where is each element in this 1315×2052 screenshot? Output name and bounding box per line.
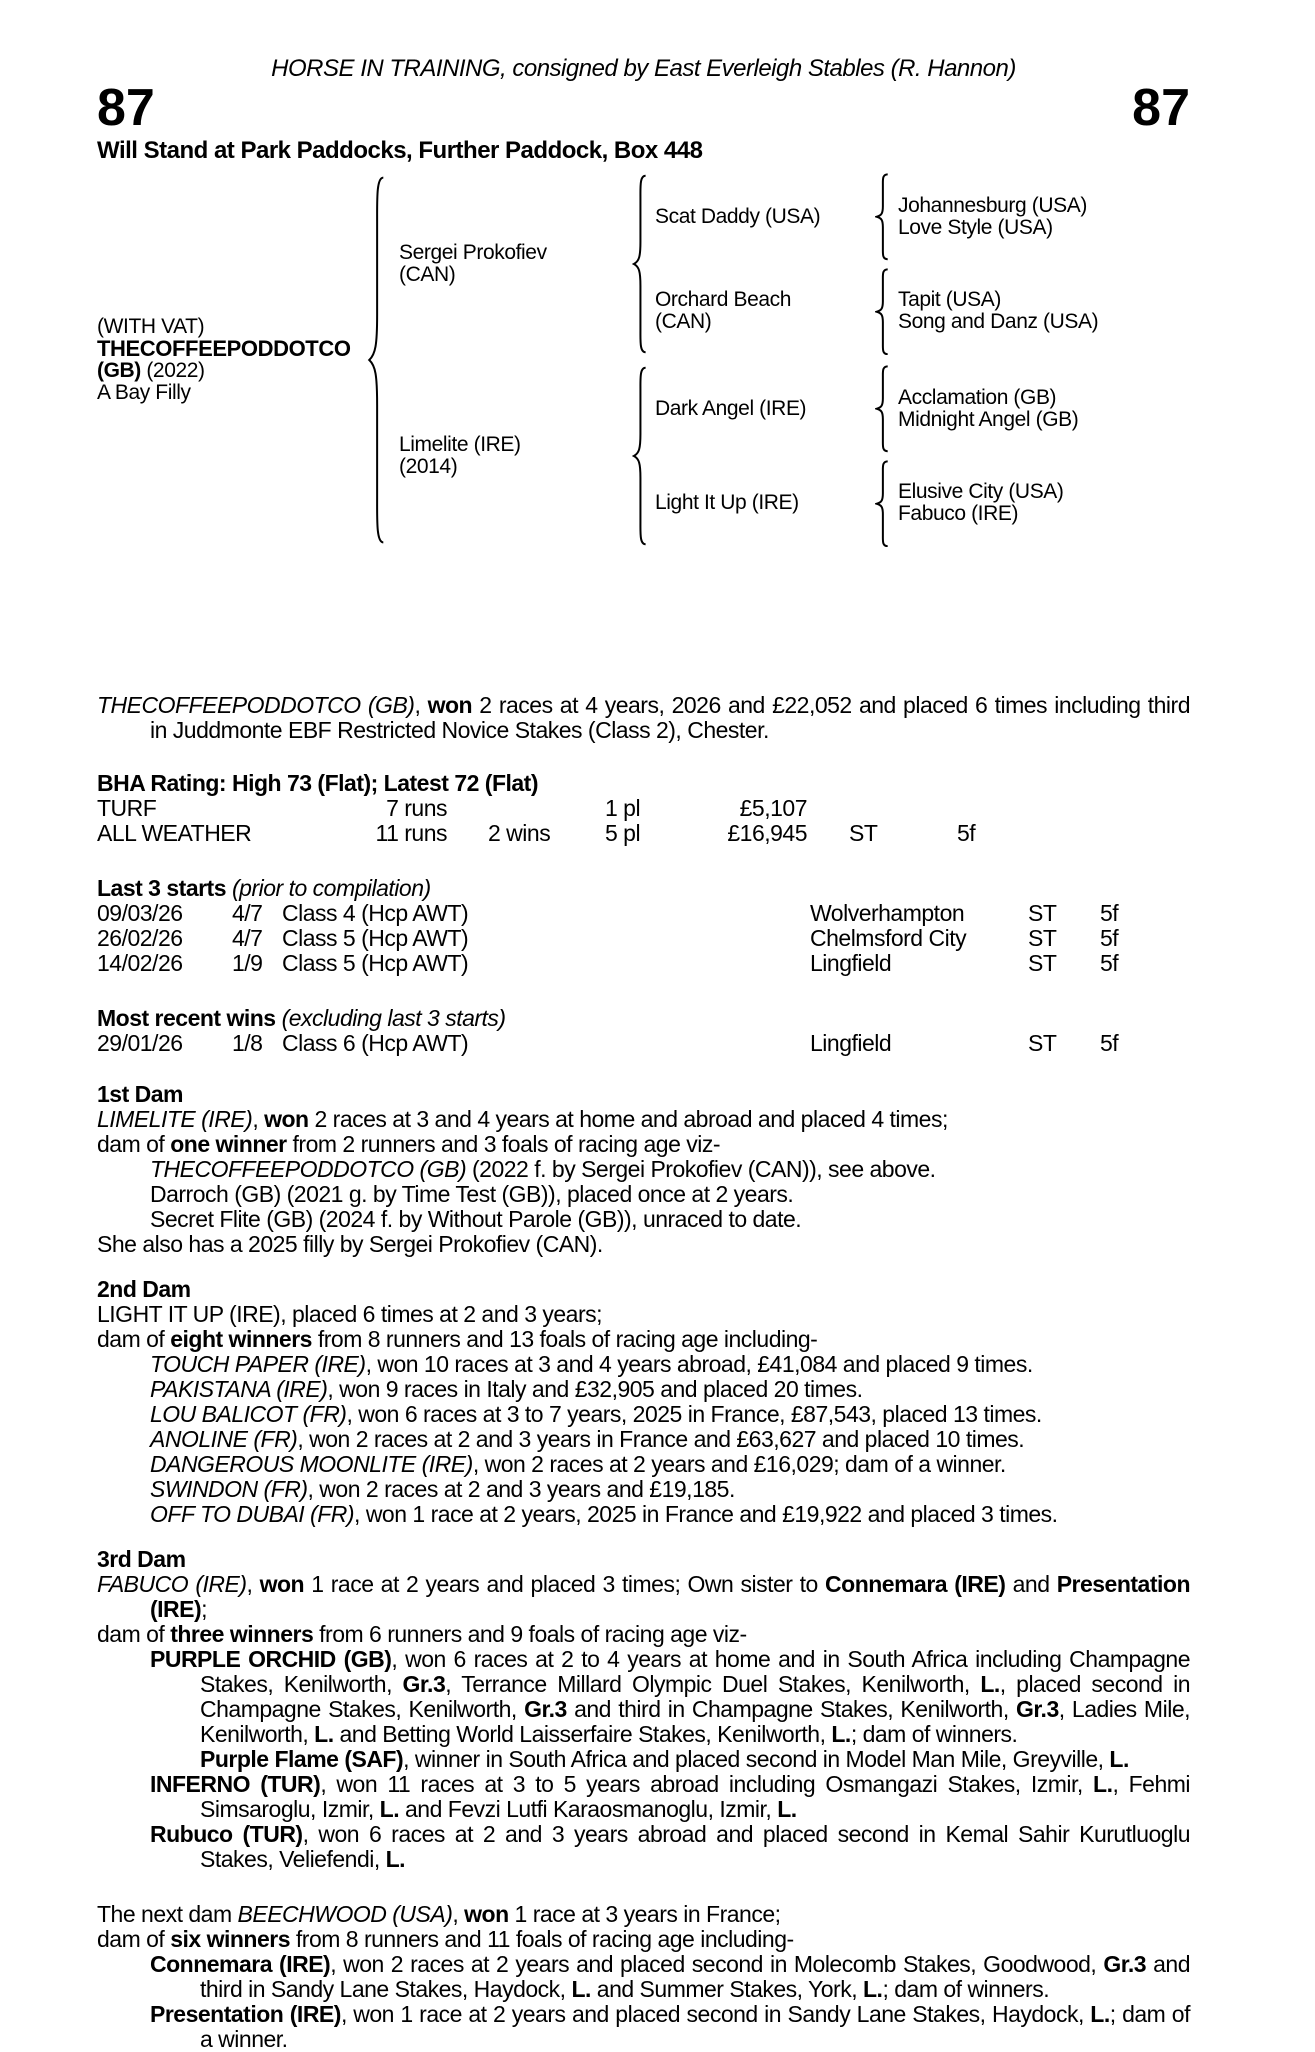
runs-value: 7 runs xyxy=(386,795,447,821)
sire-sire-dam-name: Love Style (USA) xyxy=(898,215,1053,239)
sire-sire-sire-name: Johannesburg (USA) xyxy=(898,193,1087,217)
surface-label: ALL WEATHER xyxy=(97,820,252,846)
dam-name: Limelite (IRE) (2014) xyxy=(399,433,521,478)
produce-entry: Connemara (IRE), won 2 races at 2 years and placed second in Molecomb Stakes, Goodwood, Gr.3 and third in Sandy Lane Stakes, Haydock, L. and Summer Stakes, York, L.; dam of winners. xyxy=(150,1951,1190,2002)
produce-entry: OFF TO DUBAI (FR), won 1 race at 2 years, 2025 in France and £19,922 and placed 3 times. xyxy=(150,1501,1058,1527)
bha-rating: BHA Rating: High 73 (Flat); Latest 72 (Flat) xyxy=(97,770,538,796)
pedigree-table xyxy=(97,172,1190,548)
race-going: ST xyxy=(1028,925,1057,951)
race-class: Class 5 (Hcp AWT) xyxy=(282,950,469,976)
earnings-value: £16,945 xyxy=(727,820,807,846)
sire-dam-branch xyxy=(655,267,1190,357)
dam-branch xyxy=(399,364,1190,548)
race-distance: 5f xyxy=(1100,1030,1119,1056)
heading-note: (prior to compilation) xyxy=(232,875,431,901)
heading-note: (excluding last 3 starts) xyxy=(281,1005,506,1031)
dam-dam-sire-name: Elusive City (USA) xyxy=(898,480,1064,504)
sire-name: Sergei Prokofiev (CAN) xyxy=(399,241,547,286)
dam-produce-intro: dam of one winner from 2 runners and 3 foals of racing age viz- xyxy=(97,1131,721,1157)
start-row xyxy=(97,901,1190,926)
recent-wins-heading xyxy=(97,1006,1190,1031)
race-date: 29/01/26 xyxy=(97,1030,183,1056)
race-class: Class 6 (Hcp AWT) xyxy=(282,1030,469,1056)
sire-sire-name: Scat Daddy (USA) xyxy=(655,204,821,228)
dam-sire-dam-name: Midnight Angel (GB) xyxy=(898,407,1079,431)
pedigree-bracket-icon xyxy=(632,173,647,355)
race-record-row-turf xyxy=(97,796,1190,821)
pedigree-subject xyxy=(97,316,367,404)
lot-number-row xyxy=(97,79,1190,137)
lot-number-left: 87 xyxy=(97,79,155,137)
sire-sire-branch xyxy=(655,172,1190,262)
dam-note: She also has a 2025 filly by Sergei Prokofiev (CAN). xyxy=(97,1231,603,1257)
distance-value: 5f xyxy=(957,820,976,846)
start-row xyxy=(97,926,1190,951)
dam-record: LIMELITE (IRE), won 2 races at 3 and 4 years at home and abroad and placed 4 times; xyxy=(97,1106,948,1132)
going-value: ST xyxy=(849,820,878,846)
produce-sub-entry: Purple Flame (SAF), winner in South Africa and placed second in Model Man Mile, Greyville, L. xyxy=(200,1746,1129,1772)
third-dam-heading: 3rd Dam xyxy=(97,1546,186,1572)
race-date: 09/03/26 xyxy=(97,900,183,926)
race-class: Class 4 (Hcp AWT) xyxy=(282,900,469,926)
produce-entry: PURPLE ORCHID (GB), won 6 races at 2 to 4 years at home and in South Africa including Champagne Stakes, Kenilworth, Gr.3, Terrance Millard Olympic Duel Stakes, Kenilworth, L., placed second in Champagne Stakes, Kenilworth, Gr.3 and third in Champagne Stakes, Kenilworth, Gr.3, Ladies Mile, Kenilworth, L. and Betting World Laisserfaire Stakes, Kenilworth, L.; dam of winners. xyxy=(150,1646,1191,1747)
produce-entry: DANGEROUS MOONLITE (IRE), won 2 races at 2 years and £16,029; dam of a winner. xyxy=(150,1451,1006,1477)
first-dam-heading: 1st Dam xyxy=(97,1081,183,1107)
dam-sire-sire-name: Acclamation (GB) xyxy=(898,385,1057,409)
start-row xyxy=(97,951,1190,976)
win-row xyxy=(97,1031,1190,1056)
subject-sex-desc: A Bay Filly xyxy=(97,381,191,404)
pedigree-bracket-icon xyxy=(875,173,889,261)
dam-produce-intro: dam of three winners from 6 runners and 9 foals of racing age viz- xyxy=(97,1621,747,1647)
produce-entry: LOU BALICOT (FR), won 6 races at 3 to 7 years, 2025 in France, £87,543, placed 13 times. xyxy=(150,1401,1042,1427)
race-going: ST xyxy=(1028,1030,1057,1056)
subject-name: THECOFFEEPODDOTCO xyxy=(97,336,351,361)
places-value: 1 pl xyxy=(605,795,641,821)
second-dam-heading: 2nd Dam xyxy=(97,1276,191,1302)
race-going: ST xyxy=(1028,900,1057,926)
produce-entry: SWINDON (FR), won 2 races at 2 and 3 years and £19,185. xyxy=(150,1476,735,1502)
consignor-title: HORSE IN TRAINING, consigned by East Everleigh Stables (R. Hannon) xyxy=(271,55,1016,82)
runs-value: 11 runs xyxy=(375,820,447,846)
finish-position: 1/8 xyxy=(232,1030,263,1056)
places-value: 5 pl xyxy=(605,820,641,846)
pedigree-bracket-icon xyxy=(875,268,889,356)
produce-entry: Secret Flite (GB) (2024 f. by Without Parole (GB)), unraced to date. xyxy=(150,1206,802,1232)
stand-location: Will Stand at Park Paddocks, Further Paddock, Box 448 xyxy=(97,137,703,164)
produce-entry: ANOLINE (FR), won 2 races at 2 and 3 years in France and £63,627 and placed 10 times. xyxy=(150,1426,1025,1452)
race-summary: THECOFFEEPODDOTCO (GB), won 2 races at 4 years, 2026 and £22,052 and placed 6 times including third in Juddmonte EBF Restricted Novice Stakes (Class 2), Chester. xyxy=(97,692,1190,743)
dam-sire-branch xyxy=(655,364,1190,454)
sire-dam-sire-name: Tapit (USA) xyxy=(898,288,1001,312)
race-date: 26/02/26 xyxy=(97,925,183,951)
heading-text: Most recent wins xyxy=(97,1005,276,1031)
pedigree-bracket-icon xyxy=(367,172,385,548)
last-starts-heading xyxy=(97,876,1190,901)
dam-produce-intro: dam of eight winners from 8 runners and 13 foals of racing age including- xyxy=(97,1326,818,1352)
produce-entry: Rubuco (TUR), won 6 races at 2 and 3 years abroad and placed second in Kemal Sahir Kurutluoglu Stakes, Veliefendi, L. xyxy=(150,1821,1191,1872)
sire-dam-dam-name: Song and Danz (USA) xyxy=(898,310,1099,334)
produce-entry: PAKISTANA (IRE), won 9 races in Italy and £32,905 and placed 20 times. xyxy=(150,1376,863,1402)
race-venue: Chelmsford City xyxy=(810,925,967,951)
dam-dam-dam-name: Fabuco (IRE) xyxy=(898,502,1019,526)
sire-branch xyxy=(399,172,1190,356)
dam-sire-name: Dark Angel (IRE) xyxy=(655,396,807,420)
produce-entry: Presentation (IRE), won 1 race at 2 years and placed second in Sandy Lane Stakes, Haydock, L.; dam of a winner. xyxy=(150,2001,1190,2052)
produce-entry: INFERNO (TUR), won 11 races at 3 to 5 years abroad including Osmangazi Stakes, Izmir, L., Fehmi Simsaroglu, Izmir, L. and Fevzi Lutfi Karaosmanoglu, Izmir, L. xyxy=(150,1771,1191,1822)
heading-text: Last 3 starts xyxy=(97,875,227,901)
vat-note: (WITH VAT) xyxy=(97,315,205,338)
race-venue: Wolverhampton xyxy=(810,900,965,926)
race-venue: Lingfield xyxy=(810,950,892,976)
earnings-value: £5,107 xyxy=(739,795,807,821)
race-distance: 5f xyxy=(1100,950,1119,976)
finish-position: 4/7 xyxy=(232,925,263,951)
race-record-row-all-weather xyxy=(97,821,1190,846)
race-venue: Lingfield xyxy=(810,1030,892,1056)
pedigree-bracket-icon xyxy=(875,460,889,548)
lot-number-right: 87 xyxy=(1132,79,1190,137)
produce-entry: THECOFFEEPODDOTCO (GB) (2022 f. by Sergei Prokofiev (CAN)), see above. xyxy=(150,1156,936,1182)
wins-value: 2 wins xyxy=(488,820,551,846)
pedigree-generations xyxy=(399,172,1190,548)
sire-dam-name: Orchard Beach (CAN) xyxy=(655,288,792,334)
finish-position: 4/7 xyxy=(232,900,263,926)
dam-dam-branch xyxy=(655,459,1190,549)
dam-record: FABUCO (IRE), won 1 race at 2 years and placed 3 times; Own sister to Connemara (IRE) and Presentation (IRE); xyxy=(97,1571,1191,1622)
race-going: ST xyxy=(1028,950,1057,976)
surface-label: TURF xyxy=(97,795,157,821)
finish-position: 1/9 xyxy=(232,950,263,976)
dam-dam-name: Light It Up (IRE) xyxy=(655,491,799,515)
subject-origin-year: (GB) (2022) xyxy=(97,359,205,382)
dam-produce-intro: dam of six winners from 8 runners and 11 foals of racing age including- xyxy=(97,1926,794,1952)
race-distance: 5f xyxy=(1100,925,1119,951)
race-class: Class 5 (Hcp AWT) xyxy=(282,925,469,951)
race-date: 14/02/26 xyxy=(97,950,183,976)
race-distance: 5f xyxy=(1100,900,1119,926)
pedigree-bracket-icon xyxy=(875,365,889,453)
produce-entry: Darroch (GB) (2021 g. by Time Test (GB)), placed once at 2 years. xyxy=(150,1181,794,1207)
next-dam-record: The next dam BEECHWOOD (USA), won 1 race at 3 years in France; xyxy=(97,1901,781,1927)
pedigree-bracket-icon xyxy=(632,365,647,547)
dam-record: LIGHT IT UP (IRE), placed 6 times at 2 and 3 years; xyxy=(97,1301,603,1327)
produce-entry: TOUCH PAPER (IRE), won 10 races at 3 and 4 years abroad, £41,084 and placed 9 times. xyxy=(150,1351,1033,1377)
